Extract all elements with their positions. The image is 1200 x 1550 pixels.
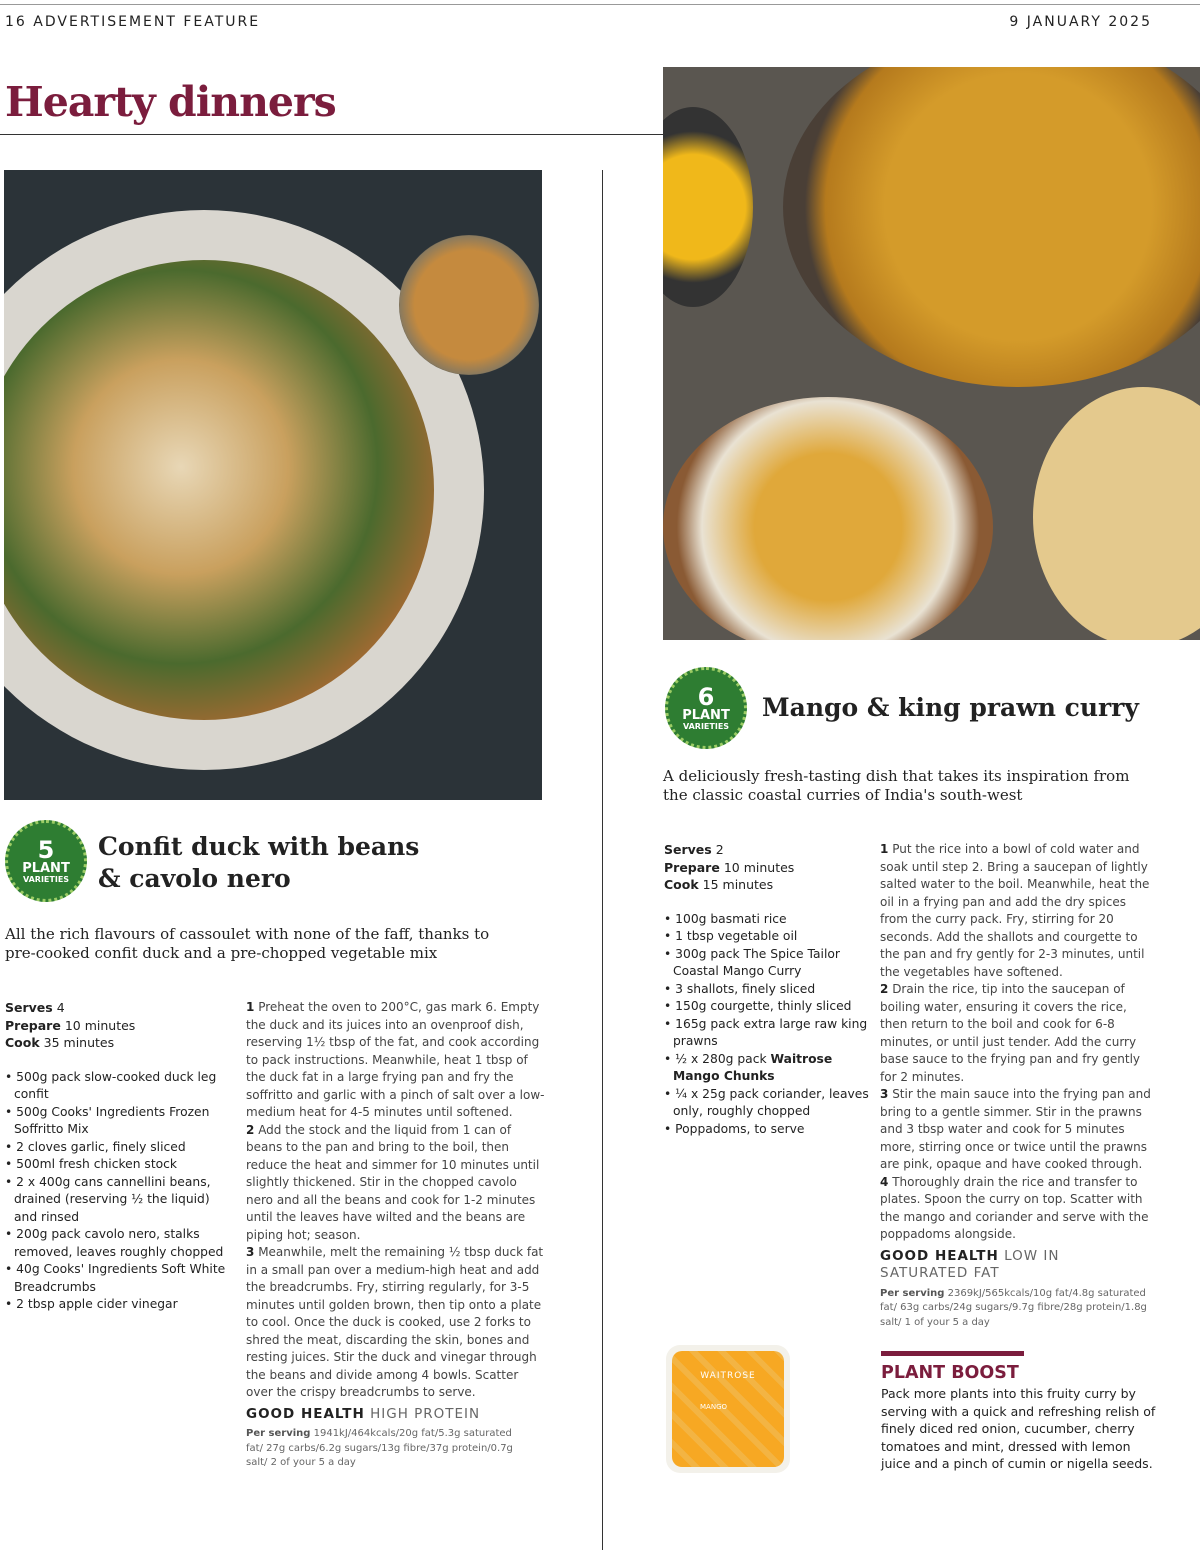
prepare-time: Prepare 10 minutes	[664, 859, 795, 875]
page-number: 16	[5, 14, 27, 30]
plant-varieties-badge	[5, 820, 87, 902]
pack-label: MANGO	[700, 1403, 727, 1411]
method-step: 4 Thoroughly drain the rice and transfer to plates. Spoon the curry on top. Scatter with the mango and coriander and serve with the poppadoms alongside.	[880, 1174, 1149, 1241]
badge-number: 6	[697, 682, 715, 711]
ingredients-list	[664, 911, 869, 1139]
recipe-title: Confit duck with beans & cavolo nero	[98, 832, 420, 893]
ingredient: • 2 cloves garlic, finely sliced	[5, 1139, 230, 1157]
method-step: 1 Put the rice into a bowl of cold water and soak until step 2. Bring a saucepan of lightly salted water to the boil. Meanwhile, heat the oil in a frying pan and add the dry spices from the curry pack. Fry, stirring for 20 seconds. Add the shallots and courgette to the pan and fry gently for 2-3 minutes, until the vegetables have softened.	[880, 842, 1150, 979]
ingredient: • 2 x 400g cans cannellini beans, drained (reserving ½ the liquid) and rinsed	[5, 1174, 230, 1227]
recipe2-ingredients-column	[664, 841, 869, 1138]
good-health-tag: GOOD HEALTH LOW IN SATURATED FAT	[880, 1247, 1060, 1281]
nutrition-info: Per serving 2369kJ/565kcals/10g fat/4.8g saturated fat/ 63g carbs/24g sugars/9.7g fibre/28g protein/1.8g salt/ 1 of your 5 a day	[880, 1287, 1147, 1328]
plant-boost-bar	[881, 1351, 1024, 1356]
top-rule	[0, 4, 1200, 5]
badge-plant: PLANT	[682, 707, 730, 723]
badge-number: 5	[37, 835, 55, 864]
ingredient: • ¼ x 25g pack coriander, leaves only, roughly chopped	[664, 1086, 869, 1121]
ingredient: • 500g Cooks' Ingredients Frozen Soffritto Mix	[5, 1104, 230, 1139]
ingredient: • 150g courgette, thinly sliced	[664, 998, 869, 1016]
page-title: Hearty dinners	[5, 78, 336, 126]
method-step: 1 Preheat the oven to 200°C, gas mark 6. Empty the duck and its juices into an ovenproof dish, reserving 1½ tbsp of the fat, and cook according to pack instructions. Meanwhile, heat 1 tbsp of the duck fat in a large frying pan and fry the soffritto and garlic with a pinch of salt over a low-medium heat for 4-5 minutes until softened.	[246, 1000, 545, 1119]
badge-varieties: VARIETIES	[22, 874, 70, 884]
ingredients-list	[5, 1069, 230, 1314]
ingredient: • 1 tbsp vegetable oil	[664, 928, 869, 946]
ingredient: • 300g pack The Spice Tailor Coastal Mango Curry	[664, 946, 869, 981]
recipe-title: Mango & king prawn curry	[762, 693, 1139, 722]
ingredient: • 3 shallots, finely sliced	[664, 981, 869, 999]
ingredient: • 165g pack extra large raw king prawns	[664, 1016, 869, 1051]
cook-time: Cook 15 minutes	[664, 877, 774, 892]
badge-varieties: VARIETIES	[682, 721, 730, 731]
mango-chunks-pack-image	[666, 1345, 790, 1473]
recipe-intro: All the rich flavours of cassoulet with none of the faff, thanks to pre-cooked confit duck and a pre-chopped vegetable mix	[5, 925, 490, 962]
method-step: 2 Add the stock and the liquid from 1 can of beans to the pan and bring to the boil, then reduce the heat and simmer for 10 minutes until slightly thickened. Stir in the chopped cavolo nero and all the beans and cook for 1-2 minutes until the leaves have wilted and the beans are piping hot; season.	[246, 1122, 540, 1242]
prawn-curry-photo	[663, 67, 1200, 640]
ingredient: • ½ x 280g pack Waitrose Mango Chunks	[664, 1051, 869, 1086]
good-health-tag: GOOD HEALTH HIGH PROTEIN	[246, 1405, 481, 1422]
recipe1-method	[246, 999, 546, 1471]
method-step: 2 Drain the rice, tip into the saucepan of boiling water, ensuring it covers the rice, then return to the boil and cook for 6-8 minutes, or until just tender. Add the curry base sauce to the frying pan and fry gently for 2 minutes.	[880, 982, 1141, 1084]
recipe1-ingredients-column	[5, 999, 230, 1314]
ingredient: • 200g pack cavolo nero, stalks removed, leaves roughly chopped	[5, 1226, 230, 1261]
plant-boost-text: Pack more plants into this fruity curry by serving with a quick and refreshing relish of finely diced red onion, cucumber, cherry tomatoes and mint, dressed with lemon juice and a pinch of cumin or nigella seeds.	[881, 1386, 1156, 1471]
duck-dish-photo	[4, 170, 542, 800]
issue-date: 9 JANUARY 2025	[1009, 14, 1152, 30]
nutrition-info: Per serving 1941kJ/464kcals/20g fat/5.3g saturated fat/ 27g carbs/6.2g sugars/13g fibre/37g protein/0.7g salt/ 2 of your 5 a day	[246, 1428, 513, 1468]
pack-brand: WAITROSE	[700, 1371, 756, 1381]
serves: Serves 2	[664, 842, 724, 857]
folio-left	[5, 14, 260, 30]
ingredient: • 40g Cooks' Ingredients Soft White Breadcrumbs	[5, 1261, 230, 1296]
plant-varieties-badge	[665, 667, 747, 749]
ingredient: • 500ml fresh chicken stock	[5, 1156, 230, 1174]
plant-boost-heading: PLANT BOOST	[881, 1363, 1019, 1383]
badge-plant: PLANT	[22, 860, 70, 876]
ingredient: • 2 tbsp apple cider vinegar	[5, 1296, 230, 1314]
ingredient: • 100g basmati rice	[664, 911, 869, 929]
recipe-intro: A deliciously fresh-tasting dish that takes its inspiration from the classic coastal curries of India's south-west	[663, 767, 1130, 804]
serves: Serves 4	[5, 1000, 65, 1015]
method-step: 3 Stir the main sauce into the frying pan and bring to a gentle simmer. Stir in the prawns and 3 tbsp water and cook for 5 minutes more, stirring once or twice until the prawns are pink, opaque and have cooked through.	[880, 1087, 1151, 1171]
ingredient: • Poppadoms, to serve	[664, 1121, 869, 1139]
method-step: 3 Meanwhile, melt the remaining ½ tbsp duck fat in a small pan over a medium-high heat and add the breadcrumbs. Fry, stirring regularly, for 3-5 minutes until golden brown, then tip onto a plate to cool. Once the duck is cooked, use 2 forks to shred the meat, discarding the skin, bones and resting juices. Stir the duck and vinegar through the beans and divide among 4 bowls. Scatter over the crispy breadcrumbs to serve.	[246, 1245, 544, 1399]
title-rule	[0, 134, 663, 135]
column-divider	[602, 170, 603, 1550]
recipe2-method	[880, 841, 1155, 1330]
ingredient: • 500g pack slow-cooked duck leg confit	[5, 1069, 230, 1104]
section-label: ADVERTISEMENT FEATURE	[33, 14, 261, 30]
prepare-time: Prepare 10 minutes	[5, 1017, 136, 1033]
cook-time: Cook 35 minutes	[5, 1035, 115, 1050]
